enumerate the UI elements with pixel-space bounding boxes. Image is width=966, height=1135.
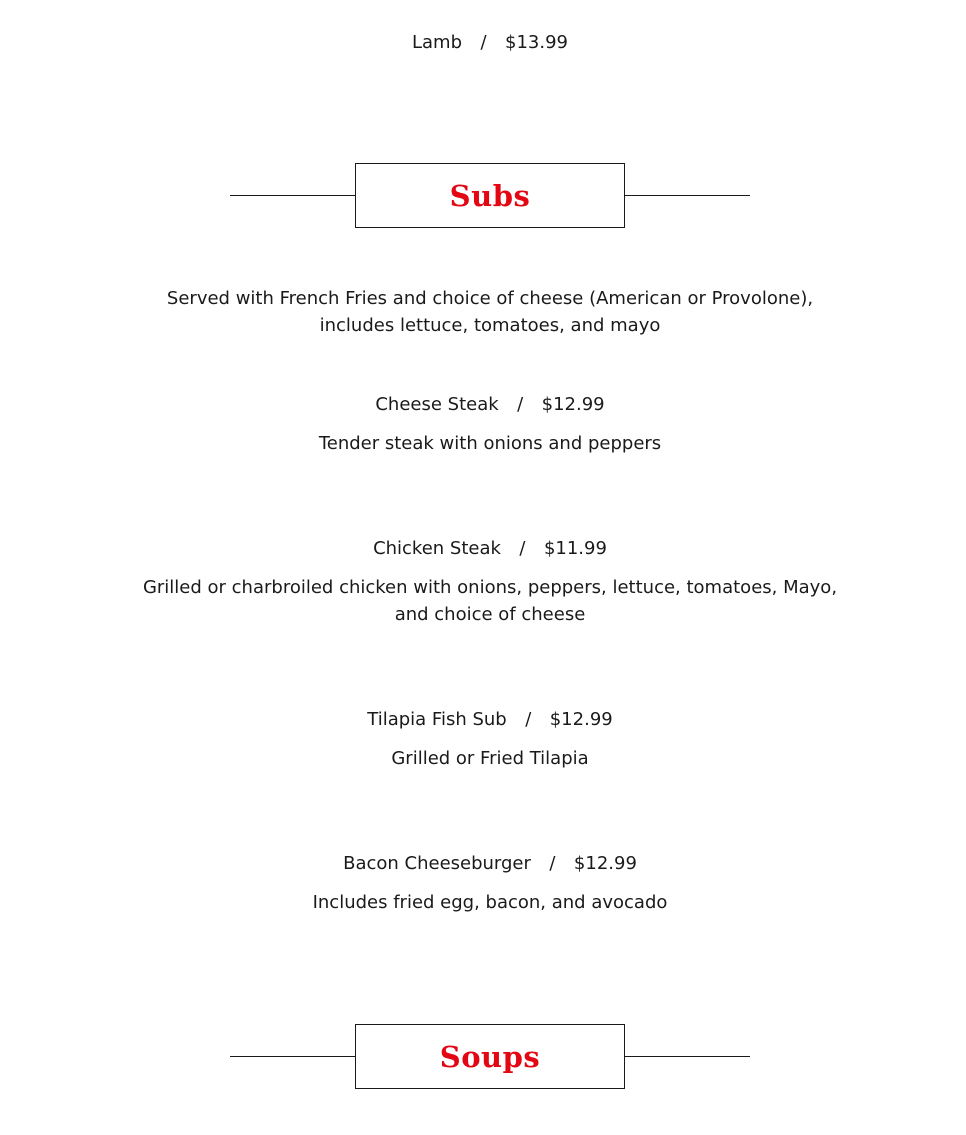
item-description: Grilled or charbroiled chicken with onions, peppers, lettuce, tomatoes, Mayo, and choice of cheese: [142, 577, 838, 625]
section-intro: Served with French Fries and choice of cheese (American or Provolone), includes lettuce, tomatoes, and mayo: [166, 288, 814, 336]
menu-item-lamb: [0, 29, 966, 56]
item-price: $12.99: [573, 853, 637, 874]
menu-item-tilapia-fish-sub: [0, 706, 966, 733]
divider-left: [230, 195, 355, 196]
price-separator: /: [517, 394, 524, 415]
item-name: Bacon Cheeseburger: [343, 853, 531, 874]
price-separator: /: [480, 32, 487, 53]
section-header-subs: [230, 163, 750, 229]
price-separator: /: [525, 709, 532, 730]
section-title: Soups: [439, 1039, 541, 1074]
section-title: Subs: [449, 178, 531, 213]
section-title-box: [355, 1024, 625, 1089]
menu-item-cheese-steak: [0, 391, 966, 418]
price-separator: /: [549, 853, 556, 874]
item-name: Tilapia Fish Sub: [367, 709, 507, 730]
divider-right: [625, 1056, 750, 1057]
divider-left: [230, 1056, 355, 1057]
item-price: $11.99: [543, 538, 607, 559]
item-name: Cheese Steak: [375, 394, 499, 415]
section-title-box: [355, 163, 625, 228]
item-price: $12.99: [541, 394, 605, 415]
item-name: Chicken Steak: [373, 538, 501, 559]
section-header-soups: [230, 1024, 750, 1090]
price-separator: /: [519, 538, 526, 559]
menu-item-chicken-steak: [0, 535, 966, 562]
divider-right: [625, 195, 750, 196]
menu-item-bacon-cheeseburger: [0, 850, 966, 877]
item-name: Lamb: [411, 32, 463, 53]
item-description: Grilled or Fried Tilapia: [391, 748, 589, 769]
item-description: Includes fried egg, bacon, and avocado: [312, 892, 668, 913]
item-price: $13.99: [505, 32, 568, 53]
item-description: Tender steak with onions and peppers: [318, 433, 662, 454]
item-price: $12.99: [549, 709, 613, 730]
